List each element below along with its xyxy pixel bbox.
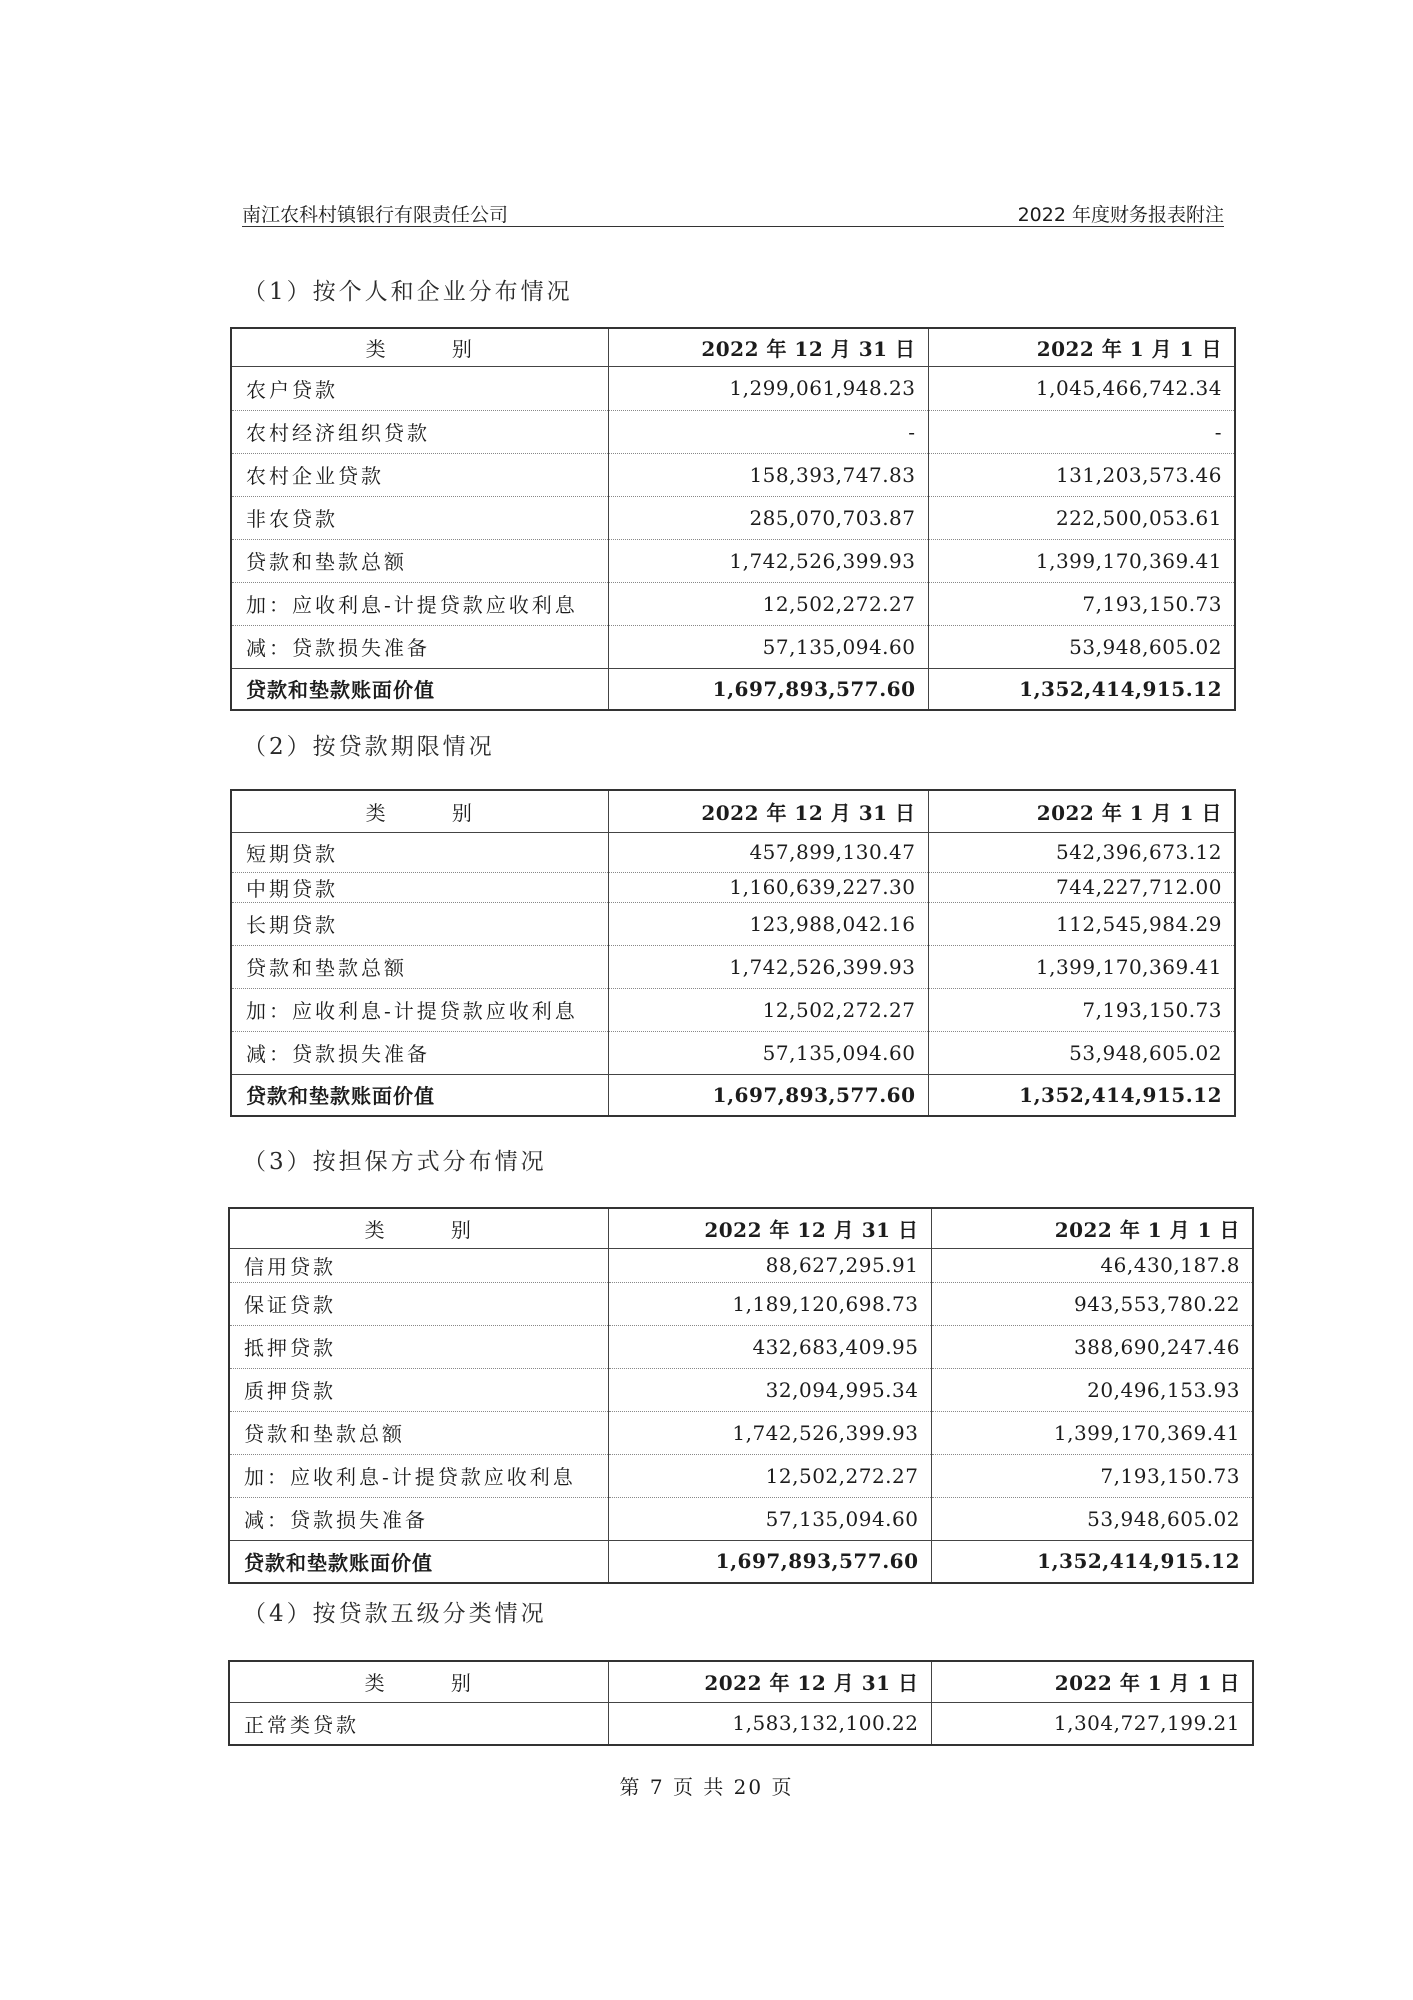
row-label: 减：贷款损失准备 (231, 1031, 608, 1074)
row-label: 信用贷款 (229, 1248, 608, 1282)
table-row (231, 832, 1235, 872)
value-cell: 46,430,187.8 (931, 1248, 1253, 1282)
row-label: 贷款和垫款账面价值 (229, 1540, 608, 1583)
guarantee-method-table (228, 1207, 1254, 1584)
column-header: 2022 年 12 月 31 日 (608, 1208, 931, 1248)
column-header: 2022 年 1 月 1 日 (928, 328, 1235, 366)
table-row (229, 1248, 1253, 1282)
row-label: 中期贷款 (231, 872, 608, 902)
value-cell: 131,203,573.46 (928, 453, 1235, 496)
value-cell: 1,742,526,399.93 (608, 1411, 931, 1454)
row-label: 贷款和垫款账面价值 (231, 668, 608, 710)
table-row (231, 988, 1235, 1031)
value-cell: 53,948,605.02 (931, 1497, 1253, 1540)
value-cell: 457,899,130.47 (608, 832, 928, 872)
row-label: 正常类贷款 (229, 1702, 608, 1745)
company-name: 南江农科村镇银行有限责任公司 (242, 204, 509, 226)
report-title: 2022 年度财务报表附注 (1017, 204, 1224, 226)
table-row (231, 625, 1235, 668)
table-row (231, 1031, 1235, 1074)
value-cell: 20,496,153.93 (931, 1368, 1253, 1411)
value-cell: 1,697,893,577.60 (608, 1540, 931, 1583)
value-cell: 432,683,409.95 (608, 1325, 931, 1368)
value-cell: 57,135,094.60 (608, 1031, 928, 1074)
table-row (231, 453, 1235, 496)
section-title-4: （4）按贷款五级分类情况 (243, 1601, 547, 1627)
value-cell: 1,299,061,948.23 (608, 366, 928, 410)
value-cell: 7,193,150.73 (931, 1454, 1253, 1497)
value-cell: - (928, 410, 1235, 453)
row-label: 农户贷款 (231, 366, 608, 410)
row-label: 加：应收利息-计提贷款应收利息 (229, 1454, 608, 1497)
value-cell: 542,396,673.12 (928, 832, 1235, 872)
value-cell: 1,352,414,915.12 (928, 668, 1235, 710)
row-label: 减：贷款损失准备 (229, 1497, 608, 1540)
row-label: 农村企业贷款 (231, 453, 608, 496)
value-cell: 1,352,414,915.12 (931, 1540, 1253, 1583)
value-cell: 1,697,893,577.60 (608, 1074, 928, 1116)
value-cell: 943,553,780.22 (931, 1282, 1253, 1325)
column-header: 类 别 (231, 328, 608, 366)
row-label: 贷款和垫款总额 (231, 539, 608, 582)
value-cell: 388,690,247.46 (931, 1325, 1253, 1368)
table-row (229, 1325, 1253, 1368)
table-row (231, 902, 1235, 945)
value-cell: 1,304,727,199.21 (931, 1702, 1253, 1745)
value-cell: 1,583,132,100.22 (608, 1702, 931, 1745)
loan-distribution-table (230, 327, 1236, 711)
value-cell: 123,988,042.16 (608, 902, 928, 945)
value-cell: 1,399,170,369.41 (928, 945, 1235, 988)
row-label: 贷款和垫款账面价值 (231, 1074, 608, 1116)
row-label: 抵押贷款 (229, 1325, 608, 1368)
value-cell: 7,193,150.73 (928, 988, 1235, 1031)
value-cell: 12,502,272.27 (608, 988, 928, 1031)
value-cell: 53,948,605.02 (928, 1031, 1235, 1074)
column-header: 2022 年 1 月 1 日 (928, 790, 1235, 832)
page-header (242, 200, 1224, 227)
value-cell: 32,094,995.34 (608, 1368, 931, 1411)
section-title-2: （2）按贷款期限情况 (243, 734, 495, 760)
total-row (231, 1074, 1235, 1116)
value-cell: 1,399,170,369.41 (928, 539, 1235, 582)
page-number: 第 7 页 共 20 页 (619, 1775, 794, 1799)
value-cell: 744,227,712.00 (928, 872, 1235, 902)
column-header: 2022 年 12 月 31 日 (608, 328, 928, 366)
column-header: 类 别 (229, 1661, 608, 1702)
column-header: 2022 年 12 月 31 日 (608, 1661, 931, 1702)
table-header-row (229, 1661, 1253, 1702)
value-cell: 222,500,053.61 (928, 496, 1235, 539)
table-row (229, 1702, 1253, 1745)
row-label: 质押贷款 (229, 1368, 608, 1411)
section-title-3: （3）按担保方式分布情况 (243, 1149, 547, 1175)
table-header-row (231, 328, 1235, 366)
table-row (231, 496, 1235, 539)
table-row (231, 945, 1235, 988)
value-cell: 1,352,414,915.12 (928, 1074, 1235, 1116)
table-row (231, 366, 1235, 410)
row-label: 农村经济组织贷款 (231, 410, 608, 453)
row-label: 长期贷款 (231, 902, 608, 945)
value-cell: 7,193,150.73 (928, 582, 1235, 625)
value-cell: 1,399,170,369.41 (931, 1411, 1253, 1454)
value-cell: 1,160,639,227.30 (608, 872, 928, 902)
table-row (229, 1411, 1253, 1454)
value-cell: 12,502,272.27 (608, 1454, 931, 1497)
value-cell: 12,502,272.27 (608, 582, 928, 625)
column-header: 类 别 (229, 1208, 608, 1248)
value-cell: 1,189,120,698.73 (608, 1282, 931, 1325)
value-cell: 285,070,703.87 (608, 496, 928, 539)
value-cell: 57,135,094.60 (608, 1497, 931, 1540)
column-header: 2022 年 12 月 31 日 (608, 790, 928, 832)
value-cell: 53,948,605.02 (928, 625, 1235, 668)
column-header: 2022 年 1 月 1 日 (931, 1661, 1253, 1702)
value-cell: 88,627,295.91 (608, 1248, 931, 1282)
value-cell: 112,545,984.29 (928, 902, 1235, 945)
value-cell: 1,742,526,399.93 (608, 539, 928, 582)
value-cell: - (608, 410, 928, 453)
row-label: 保证贷款 (229, 1282, 608, 1325)
row-label: 减：贷款损失准备 (231, 625, 608, 668)
table-row (229, 1454, 1253, 1497)
row-label: 非农贷款 (231, 496, 608, 539)
row-label: 贷款和垫款总额 (229, 1411, 608, 1454)
total-row (229, 1540, 1253, 1583)
value-cell: 1,697,893,577.60 (608, 668, 928, 710)
table-row (231, 539, 1235, 582)
value-cell: 1,742,526,399.93 (608, 945, 928, 988)
section-title-1: （1）按个人和企业分布情况 (243, 279, 573, 305)
value-cell: 158,393,747.83 (608, 453, 928, 496)
value-cell: 1,045,466,742.34 (928, 366, 1235, 410)
table-row (231, 582, 1235, 625)
row-label: 加：应收利息-计提贷款应收利息 (231, 988, 608, 1031)
total-row (231, 668, 1235, 710)
table-row (229, 1497, 1253, 1540)
table-row (229, 1282, 1253, 1325)
table-row (229, 1368, 1253, 1411)
row-label: 短期贷款 (231, 832, 608, 872)
column-header: 类 别 (231, 790, 608, 832)
row-label: 加：应收利息-计提贷款应收利息 (231, 582, 608, 625)
table-row (231, 872, 1235, 902)
column-header: 2022 年 1 月 1 日 (931, 1208, 1253, 1248)
table-header-row (229, 1208, 1253, 1248)
row-label: 贷款和垫款总额 (231, 945, 608, 988)
table-row (231, 410, 1235, 453)
five-level-classification-table (228, 1660, 1254, 1746)
loan-term-table (230, 789, 1236, 1117)
table-header-row (231, 790, 1235, 832)
value-cell: 57,135,094.60 (608, 625, 928, 668)
